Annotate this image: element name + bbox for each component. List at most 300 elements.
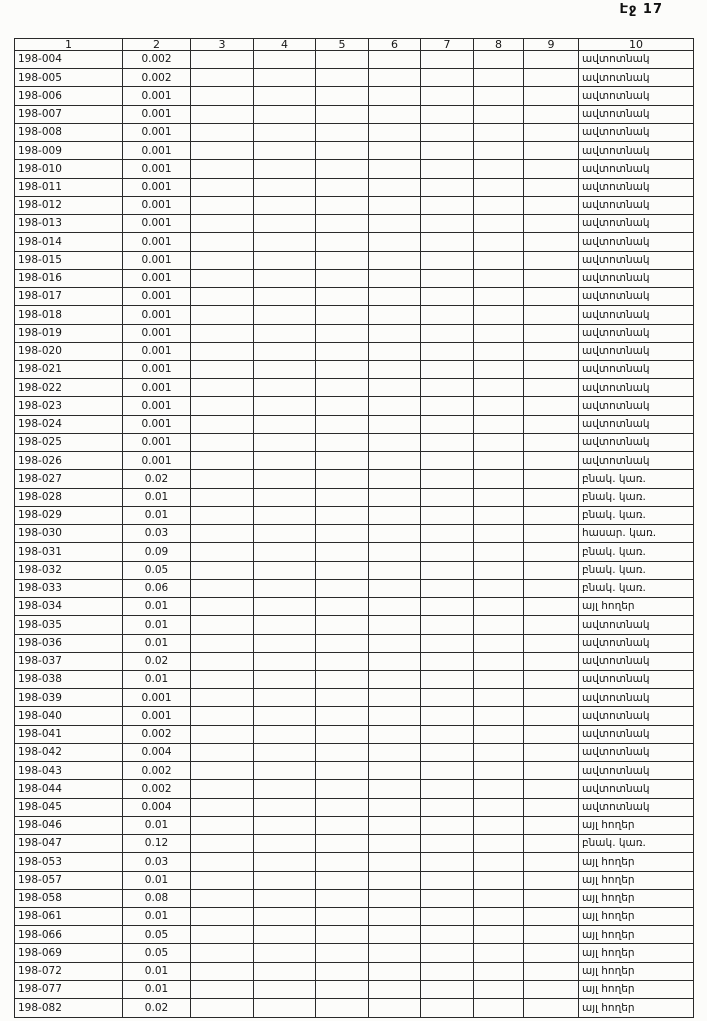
parcel-id-cell: 198-029	[15, 506, 123, 524]
empty-cell	[254, 707, 316, 725]
land-use-cell: ավտոտնակ	[579, 452, 694, 470]
empty-cell	[254, 506, 316, 524]
empty-cell	[474, 470, 524, 488]
land-use-cell: այլ հողեր	[579, 962, 694, 980]
empty-cell	[421, 980, 474, 998]
land-use-cell: բնակ. կառ.	[579, 488, 694, 506]
column-header: 3	[191, 39, 254, 51]
empty-cell	[524, 871, 579, 889]
area-value-cell: 0.002	[123, 762, 191, 780]
empty-cell	[524, 743, 579, 761]
area-value-cell: 0.01	[123, 980, 191, 998]
parcel-id-cell: 198-027	[15, 470, 123, 488]
area-value-cell: 0.01	[123, 816, 191, 834]
empty-cell	[524, 561, 579, 579]
empty-cell	[369, 415, 421, 433]
land-use-cell: բնակ. կառ.	[579, 561, 694, 579]
area-value-cell: 0.001	[123, 707, 191, 725]
table-row	[15, 652, 694, 670]
empty-cell	[369, 962, 421, 980]
parcel-id-cell: 198-024	[15, 415, 123, 433]
table-row	[15, 196, 694, 214]
empty-cell	[316, 871, 369, 889]
empty-cell	[474, 725, 524, 743]
land-use-cell: ավտոտնակ	[579, 433, 694, 451]
empty-cell	[421, 415, 474, 433]
land-use-cell: այլ հողեր	[579, 926, 694, 944]
parcel-id-cell: 198-011	[15, 178, 123, 196]
empty-cell	[316, 51, 369, 69]
empty-cell	[191, 689, 254, 707]
empty-cell	[191, 324, 254, 342]
area-value-cell: 0.01	[123, 962, 191, 980]
area-value-cell: 0.06	[123, 579, 191, 597]
empty-cell	[191, 433, 254, 451]
empty-cell	[369, 780, 421, 798]
empty-cell	[191, 397, 254, 415]
empty-cell	[254, 780, 316, 798]
empty-cell	[524, 853, 579, 871]
empty-cell	[369, 160, 421, 178]
area-value-cell: 0.001	[123, 433, 191, 451]
empty-cell	[369, 251, 421, 269]
empty-cell	[369, 288, 421, 306]
empty-cell	[474, 962, 524, 980]
empty-cell	[316, 652, 369, 670]
table-row	[15, 561, 694, 579]
empty-cell	[524, 397, 579, 415]
area-value-cell: 0.002	[123, 780, 191, 798]
column-header: 4	[254, 39, 316, 51]
area-value-cell: 0.001	[123, 196, 191, 214]
empty-cell	[254, 379, 316, 397]
empty-cell	[421, 561, 474, 579]
empty-cell	[421, 962, 474, 980]
empty-cell	[474, 178, 524, 196]
empty-cell	[474, 652, 524, 670]
table-row	[15, 324, 694, 342]
area-value-cell: 0.001	[123, 342, 191, 360]
table-row	[15, 306, 694, 324]
empty-cell	[421, 725, 474, 743]
empty-cell	[421, 452, 474, 470]
area-value-cell: 0.03	[123, 853, 191, 871]
empty-cell	[421, 853, 474, 871]
land-use-cell: ավտոտնակ	[579, 269, 694, 287]
empty-cell	[254, 69, 316, 87]
area-value-cell: 0.001	[123, 142, 191, 160]
empty-cell	[524, 123, 579, 141]
land-use-cell: ավտոտնակ	[579, 397, 694, 415]
empty-cell	[254, 433, 316, 451]
empty-cell	[369, 999, 421, 1018]
empty-cell	[191, 342, 254, 360]
empty-cell	[421, 288, 474, 306]
empty-cell	[524, 379, 579, 397]
empty-cell	[421, 762, 474, 780]
empty-cell	[191, 652, 254, 670]
parcel-id-cell: 198-057	[15, 871, 123, 889]
empty-cell	[524, 105, 579, 123]
empty-cell	[254, 415, 316, 433]
empty-cell	[191, 142, 254, 160]
empty-cell	[421, 178, 474, 196]
empty-cell	[421, 616, 474, 634]
area-value-cell: 0.01	[123, 908, 191, 926]
empty-cell	[316, 87, 369, 105]
empty-cell	[369, 452, 421, 470]
table-row	[15, 853, 694, 871]
empty-cell	[316, 215, 369, 233]
empty-cell	[316, 397, 369, 415]
empty-cell	[474, 634, 524, 652]
empty-cell	[254, 123, 316, 141]
empty-cell	[369, 379, 421, 397]
empty-cell	[316, 105, 369, 123]
table-header-row	[15, 39, 694, 51]
empty-cell	[474, 816, 524, 834]
empty-cell	[421, 306, 474, 324]
empty-cell	[421, 196, 474, 214]
empty-cell	[369, 908, 421, 926]
empty-cell	[421, 634, 474, 652]
empty-cell	[254, 360, 316, 378]
table-row	[15, 670, 694, 688]
empty-cell	[254, 87, 316, 105]
empty-cell	[421, 598, 474, 616]
empty-cell	[254, 598, 316, 616]
land-use-cell: ավտոտնակ	[579, 215, 694, 233]
area-value-cell: 0.002	[123, 69, 191, 87]
parcel-id-cell: 198-025	[15, 433, 123, 451]
empty-cell	[316, 415, 369, 433]
empty-cell	[474, 853, 524, 871]
empty-cell	[474, 379, 524, 397]
parcel-id-cell: 198-030	[15, 525, 123, 543]
empty-cell	[191, 160, 254, 178]
empty-cell	[421, 707, 474, 725]
area-value-cell: 0.001	[123, 324, 191, 342]
empty-cell	[369, 269, 421, 287]
empty-cell	[316, 324, 369, 342]
empty-cell	[191, 178, 254, 196]
empty-cell	[474, 889, 524, 907]
empty-cell	[191, 69, 254, 87]
area-value-cell: 0.05	[123, 944, 191, 962]
table-row	[15, 233, 694, 251]
table-row	[15, 397, 694, 415]
empty-cell	[191, 634, 254, 652]
empty-cell	[316, 160, 369, 178]
empty-cell	[191, 853, 254, 871]
area-value-cell: 0.001	[123, 105, 191, 123]
empty-cell	[369, 470, 421, 488]
empty-cell	[421, 926, 474, 944]
table-row	[15, 433, 694, 451]
empty-cell	[421, 689, 474, 707]
land-use-cell: ավտոտնակ	[579, 725, 694, 743]
land-use-cell: այլ հողեր	[579, 598, 694, 616]
empty-cell	[316, 962, 369, 980]
land-use-cell: ավտոտնակ	[579, 251, 694, 269]
empty-cell	[474, 616, 524, 634]
empty-cell	[316, 835, 369, 853]
empty-cell	[191, 488, 254, 506]
empty-cell	[316, 288, 369, 306]
empty-cell	[316, 598, 369, 616]
empty-cell	[369, 652, 421, 670]
empty-cell	[474, 798, 524, 816]
empty-cell	[369, 324, 421, 342]
area-value-cell: 0.05	[123, 926, 191, 944]
empty-cell	[316, 670, 369, 688]
empty-cell	[474, 105, 524, 123]
empty-cell	[316, 251, 369, 269]
empty-cell	[524, 543, 579, 561]
parcel-id-cell: 198-061	[15, 908, 123, 926]
land-use-cell: ավտոտնակ	[579, 616, 694, 634]
empty-cell	[316, 816, 369, 834]
empty-cell	[474, 926, 524, 944]
empty-cell	[191, 707, 254, 725]
land-use-cell: ավտոտնակ	[579, 652, 694, 670]
empty-cell	[316, 944, 369, 962]
empty-cell	[421, 652, 474, 670]
parcel-id-cell: 198-046	[15, 816, 123, 834]
empty-cell	[421, 743, 474, 761]
empty-cell	[191, 452, 254, 470]
empty-cell	[524, 725, 579, 743]
empty-cell	[421, 379, 474, 397]
empty-cell	[254, 962, 316, 980]
empty-cell	[421, 123, 474, 141]
empty-cell	[369, 926, 421, 944]
empty-cell	[524, 999, 579, 1018]
empty-cell	[316, 306, 369, 324]
empty-cell	[369, 944, 421, 962]
empty-cell	[421, 999, 474, 1018]
empty-cell	[254, 233, 316, 251]
area-value-cell: 0.01	[123, 616, 191, 634]
empty-cell	[474, 251, 524, 269]
area-value-cell: 0.02	[123, 470, 191, 488]
parcel-id-cell: 198-038	[15, 670, 123, 688]
empty-cell	[369, 743, 421, 761]
area-value-cell: 0.001	[123, 251, 191, 269]
empty-cell	[524, 926, 579, 944]
empty-cell	[474, 871, 524, 889]
empty-cell	[316, 123, 369, 141]
table-row	[15, 889, 694, 907]
table-row	[15, 816, 694, 834]
empty-cell	[254, 871, 316, 889]
empty-cell	[474, 525, 524, 543]
land-use-cell: բնակ. կառ.	[579, 470, 694, 488]
empty-cell	[474, 944, 524, 962]
empty-cell	[474, 598, 524, 616]
empty-cell	[254, 980, 316, 998]
parcel-id-cell: 198-053	[15, 853, 123, 871]
land-use-cell: ավտոտնակ	[579, 780, 694, 798]
empty-cell	[474, 561, 524, 579]
empty-cell	[474, 762, 524, 780]
empty-cell	[524, 233, 579, 251]
table-row	[15, 908, 694, 926]
empty-cell	[474, 160, 524, 178]
empty-cell	[421, 397, 474, 415]
area-value-cell: 0.001	[123, 689, 191, 707]
empty-cell	[474, 360, 524, 378]
area-value-cell: 0.001	[123, 397, 191, 415]
empty-cell	[524, 69, 579, 87]
land-use-cell: բնակ. կառ.	[579, 506, 694, 524]
empty-cell	[369, 871, 421, 889]
empty-cell	[474, 324, 524, 342]
empty-cell	[524, 87, 579, 105]
land-use-cell: ավտոտնակ	[579, 379, 694, 397]
empty-cell	[369, 579, 421, 597]
empty-cell	[191, 980, 254, 998]
parcel-id-cell: 198-058	[15, 889, 123, 907]
empty-cell	[316, 561, 369, 579]
area-value-cell: 0.01	[123, 598, 191, 616]
empty-cell	[524, 670, 579, 688]
empty-cell	[524, 944, 579, 962]
empty-cell	[474, 196, 524, 214]
table-row	[15, 707, 694, 725]
land-use-cell: ավտոտնակ	[579, 233, 694, 251]
empty-cell	[421, 670, 474, 688]
empty-cell	[254, 926, 316, 944]
empty-cell	[474, 306, 524, 324]
empty-cell	[191, 215, 254, 233]
empty-cell	[316, 342, 369, 360]
area-value-cell: 0.01	[123, 488, 191, 506]
land-use-cell: այլ հողեր	[579, 889, 694, 907]
land-use-cell: այլ հողեր	[579, 816, 694, 834]
table-row	[15, 379, 694, 397]
empty-cell	[254, 634, 316, 652]
land-use-cell: այլ հողեր	[579, 871, 694, 889]
land-use-cell: ավտոտնակ	[579, 707, 694, 725]
empty-cell	[474, 488, 524, 506]
parcel-id-cell: 198-039	[15, 689, 123, 707]
empty-cell	[316, 360, 369, 378]
table-row	[15, 926, 694, 944]
empty-cell	[254, 798, 316, 816]
empty-cell	[316, 743, 369, 761]
empty-cell	[524, 634, 579, 652]
parcel-id-cell: 198-019	[15, 324, 123, 342]
empty-cell	[369, 816, 421, 834]
empty-cell	[316, 142, 369, 160]
empty-cell	[524, 51, 579, 69]
empty-cell	[254, 944, 316, 962]
empty-cell	[316, 178, 369, 196]
table-row	[15, 689, 694, 707]
table-row	[15, 506, 694, 524]
empty-cell	[191, 269, 254, 287]
empty-cell	[191, 87, 254, 105]
page-number-label: Էջ 17	[619, 2, 663, 17]
empty-cell	[421, 835, 474, 853]
area-value-cell: 0.01	[123, 670, 191, 688]
empty-cell	[524, 433, 579, 451]
land-use-cell: ավտոտնակ	[579, 288, 694, 306]
empty-cell	[254, 342, 316, 360]
column-header: 6	[369, 39, 421, 51]
empty-cell	[191, 598, 254, 616]
empty-cell	[191, 889, 254, 907]
parcel-id-cell: 198-041	[15, 725, 123, 743]
empty-cell	[191, 871, 254, 889]
empty-cell	[369, 707, 421, 725]
parcel-id-cell: 198-036	[15, 634, 123, 652]
parcel-id-cell: 198-042	[15, 743, 123, 761]
empty-cell	[524, 707, 579, 725]
empty-cell	[316, 488, 369, 506]
area-value-cell: 0.001	[123, 452, 191, 470]
parcel-id-cell: 198-023	[15, 397, 123, 415]
empty-cell	[369, 123, 421, 141]
empty-cell	[254, 306, 316, 324]
empty-cell	[254, 105, 316, 123]
area-value-cell: 0.002	[123, 725, 191, 743]
empty-cell	[524, 506, 579, 524]
empty-cell	[369, 506, 421, 524]
area-value-cell: 0.01	[123, 634, 191, 652]
table-row	[15, 835, 694, 853]
empty-cell	[474, 69, 524, 87]
empty-cell	[421, 51, 474, 69]
area-value-cell: 0.004	[123, 743, 191, 761]
area-value-cell: 0.02	[123, 652, 191, 670]
empty-cell	[254, 908, 316, 926]
table-row	[15, 871, 694, 889]
empty-cell	[316, 853, 369, 871]
table-row	[15, 980, 694, 998]
empty-cell	[316, 762, 369, 780]
empty-cell	[369, 488, 421, 506]
empty-cell	[316, 543, 369, 561]
empty-cell	[524, 306, 579, 324]
empty-cell	[369, 51, 421, 69]
parcel-id-cell: 198-014	[15, 233, 123, 251]
table-row	[15, 51, 694, 69]
empty-cell	[474, 123, 524, 141]
empty-cell	[191, 725, 254, 743]
empty-cell	[369, 670, 421, 688]
table-row	[15, 87, 694, 105]
empty-cell	[369, 105, 421, 123]
empty-cell	[191, 288, 254, 306]
empty-cell	[474, 780, 524, 798]
empty-cell	[369, 525, 421, 543]
empty-cell	[316, 980, 369, 998]
empty-cell	[191, 306, 254, 324]
parcel-id-cell: 198-034	[15, 598, 123, 616]
column-header: 1	[15, 39, 123, 51]
empty-cell	[474, 707, 524, 725]
empty-cell	[369, 889, 421, 907]
empty-cell	[254, 215, 316, 233]
empty-cell	[421, 324, 474, 342]
land-use-cell: ավտոտնակ	[579, 360, 694, 378]
empty-cell	[524, 196, 579, 214]
empty-cell	[316, 616, 369, 634]
land-use-cell: ավտոտնակ	[579, 123, 694, 141]
empty-cell	[474, 342, 524, 360]
